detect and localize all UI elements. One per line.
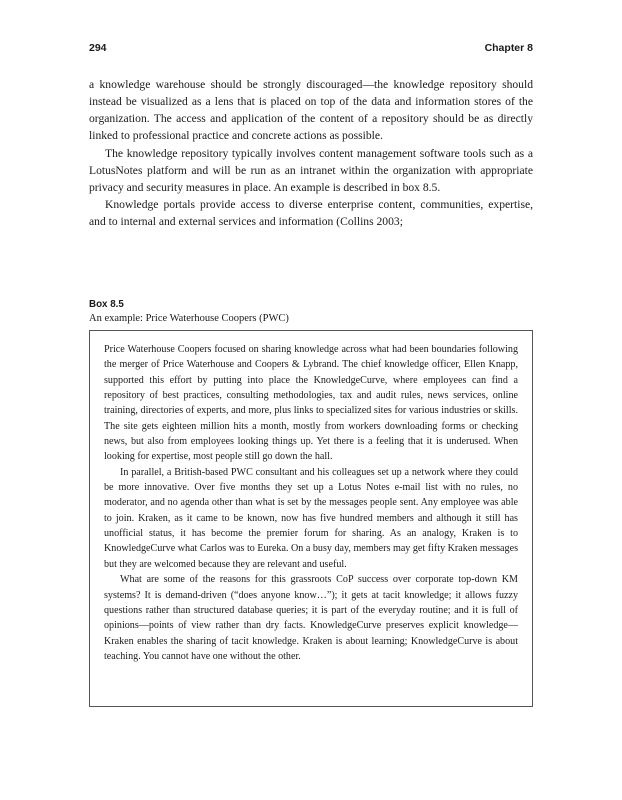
page-header: [89, 42, 533, 56]
main-text: [89, 76, 533, 230]
box-caption: An example: Price Waterhouse Coopers (PWC): [89, 313, 289, 324]
box-paragraph: What are some of the reasons for this grassroots CoP success over corporate top-down KM systems? It is demand-driven (“does anyone know…”); it gets at tacit knowledge; it allows fuzzy questions rather than structured database queries; it is part of the everyday routine; and it is full of opinions—points of view rather than dry facts. KnowledgeCurve preserves explicit knowledge—Kraken enables the sharing of tacit knowledge. Kraken is about learning; KnowledgeCurve is about teaching. You cannot have one without the other.: [104, 574, 518, 662]
sidebar-box: [89, 330, 533, 707]
box-label: Box 8.5: [89, 299, 124, 310]
paragraph: Knowledge portals provide access to diverse enterprise content, communities, expertise, and to internal and external services and information (Collins 2003;: [89, 198, 533, 229]
page-number: 294: [89, 42, 107, 54]
chapter-title: Chapter 8: [484, 42, 533, 54]
paragraph: a knowledge warehouse should be strongly discouraged—the knowledge repository should instead be visualized as a lens that is placed on top of the data and information stores of the organization. The access and application of the content of a repository should be as directly linked to professional practice and concrete actions as possible.: [89, 78, 533, 143]
box-paragraph: In parallel, a British-based PWC consultant and his colleagues set up a network where they could be more innovative. Over five months they set up a Lotus Notes e-mail list with no rules, no moderator, and no agenda other than what is set by the messages people sent. Any employee was able to join. Kraken, as it came to be known, now has five hundred members and although it still has unofficial status, it has become the premier forum for sharing. As an analogy, Kraken is to KnowledgeCurve what Carlos was to Eureka. On a busy day, members may get fifty Kraken messages but they are welcomed because they are relevant and useful.: [104, 466, 518, 570]
paragraph: The knowledge repository typically involves content management software tools such as a LotusNotes platform and will be run as an intranet within the organization with appropriate privacy and security measures in place. An example is described in box 8.5.: [89, 146, 533, 194]
box-paragraph: Price Waterhouse Coopers focused on sharing knowledge across what had been boundaries following the merger of Price Waterhouse and Coopers & Lybrand. The chief knowledge officer, Ellen Knapp, supported this effort by putting into place the KnowledgeCurve, where employees can find a repository of best practices, consulting methodologies, tax and audit rules, news services, online training, directories of experts, and more, plus links to specialized sites for various industries or skills. The site gets eighteen million hits a month, mostly from workers downloading forms or checking news, but also from employees looking things up. Yet there is a feeling that it is underused. When looking for expertise, most people still go down the hall.: [104, 344, 518, 463]
